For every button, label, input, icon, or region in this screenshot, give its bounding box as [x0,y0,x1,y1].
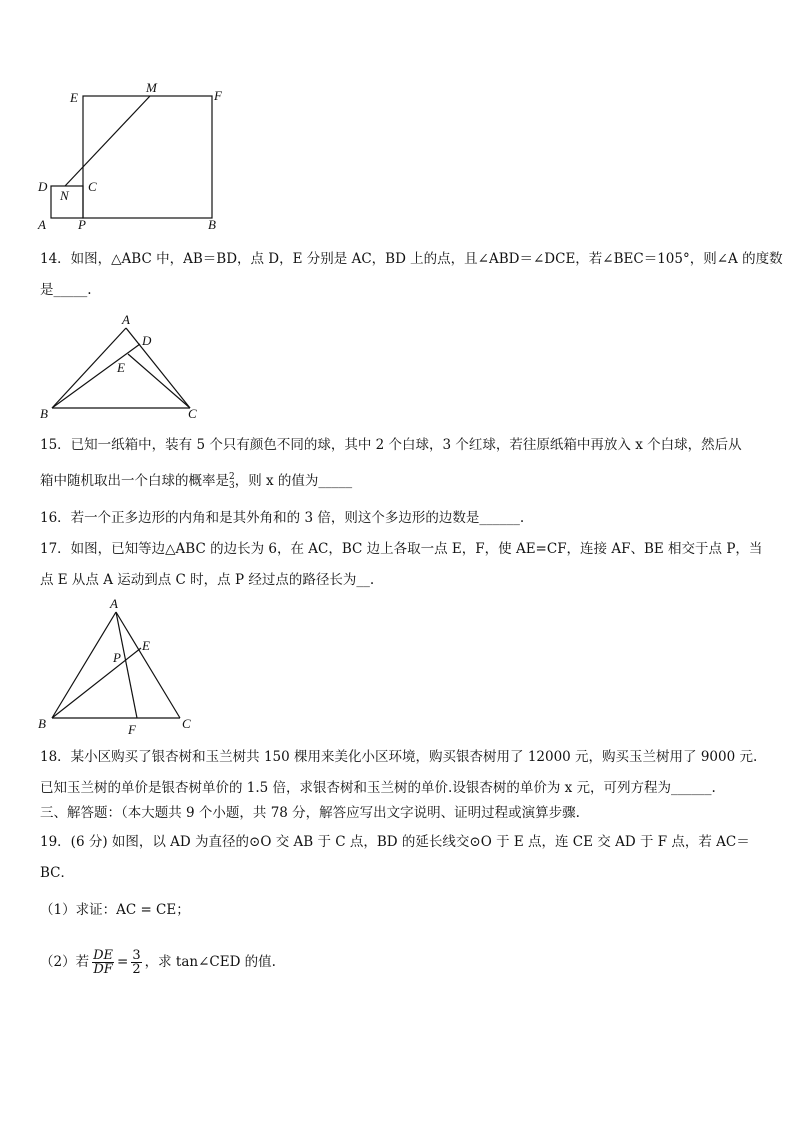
q16-line1: 16．若一个正多边形的内角和是其外角和的 3 倍，则这个多边形的边数是______. [40,510,525,526]
ratio-fraction-de-df: $\frac{DE}{DF}$ [93,948,114,977]
q17-line1: 17．如图，已知等边△ABC 的边长为 6，在 AC，BC 边上各取一点 E，F，使 AE=CF，连接 AF、BE 相交于点 P，当 [40,541,763,557]
section-3-heading: 三、解答题：（本大题共 9 个小题，共 78 分，解答应写出文字说明、证明过程或演算步骤. [40,805,580,821]
q15-text-a: 箱中随机取出一个白球的概率是 [40,473,229,489]
figure-q17 [32,596,202,736]
q15-line2 [40,471,760,491]
label-C: C [88,179,97,194]
label-C: C [182,716,191,731]
ratio-fraction-3-2: $\frac{3}{2}$ [132,948,141,977]
q19-line1: 19．(6 分) 如图，以 AD 为直径的⊙O 交 AB 于 C 点，BD 的延长线交⊙O 于 E 点，连 CE 交 AD 于 F 点，若 AC＝ [40,834,750,850]
q15-line1: 15．已知一纸箱中，装有 5 个只有颜色不同的球，其中 2 个白球，3 个红球，若往原纸箱中再放入 x 个白球，然后从 [40,437,742,453]
label-B: B [40,406,48,421]
probability-fraction: 2 3 [229,471,235,491]
label-P: P [78,217,86,232]
label-A: A [110,596,118,611]
q14-line1: 14．如图，△ABC 中，AB＝BD，点 D，E 分别是 AC，BD 上的点，且∠ABD＝∠DCE，若∠BEC＝105°，则∠A 的度数 [40,251,783,267]
q19-part2-prefix: （2）若 [40,954,90,970]
q18-line2: 已知玉兰树的单价是银杏树单价的 1.5 倍，求银杏树和玉兰树的单价.设银杏树的单价为 x 元，可列方程为______. [40,780,716,796]
label-C: C [188,406,197,421]
label-B: B [38,716,46,731]
label-F: F [128,722,136,736]
label-E: E [142,638,150,653]
label-M: M [146,80,157,95]
q18-line1: 18．某小区购买了银杏树和玉兰树共 150 棵用来美化小区环境，购买银杏树用了 12000 元，购买玉兰树用了 9000 元. [40,749,758,765]
label-A: A [38,217,46,232]
equals-sign: = [117,954,129,970]
label-D: D [142,333,152,348]
label-D: D [38,179,48,194]
q19-part1: （1）求证：AC = CE； [40,902,190,918]
q15-text-b: ，则 x 的值为_____ [234,473,353,489]
label-E: E [70,90,78,105]
label-N: N [60,188,69,203]
q14-line2: 是_____. [40,282,92,298]
figure-q14 [32,310,212,425]
label-A: A [122,312,130,327]
label-P: P [113,650,121,665]
q19-part2 [40,944,760,980]
q17-line2: 点 E 从点 A 运动到点 C 时，点 P 经过点的路径长为__. [40,572,375,588]
q19-part2-suffix: ，求 tan∠CED 的值. [144,954,276,970]
q19-line2: BC． [40,865,75,881]
label-B: B [208,217,216,232]
label-F: F [214,88,222,103]
label-E: E [117,360,125,375]
figure-q13 [30,78,230,238]
